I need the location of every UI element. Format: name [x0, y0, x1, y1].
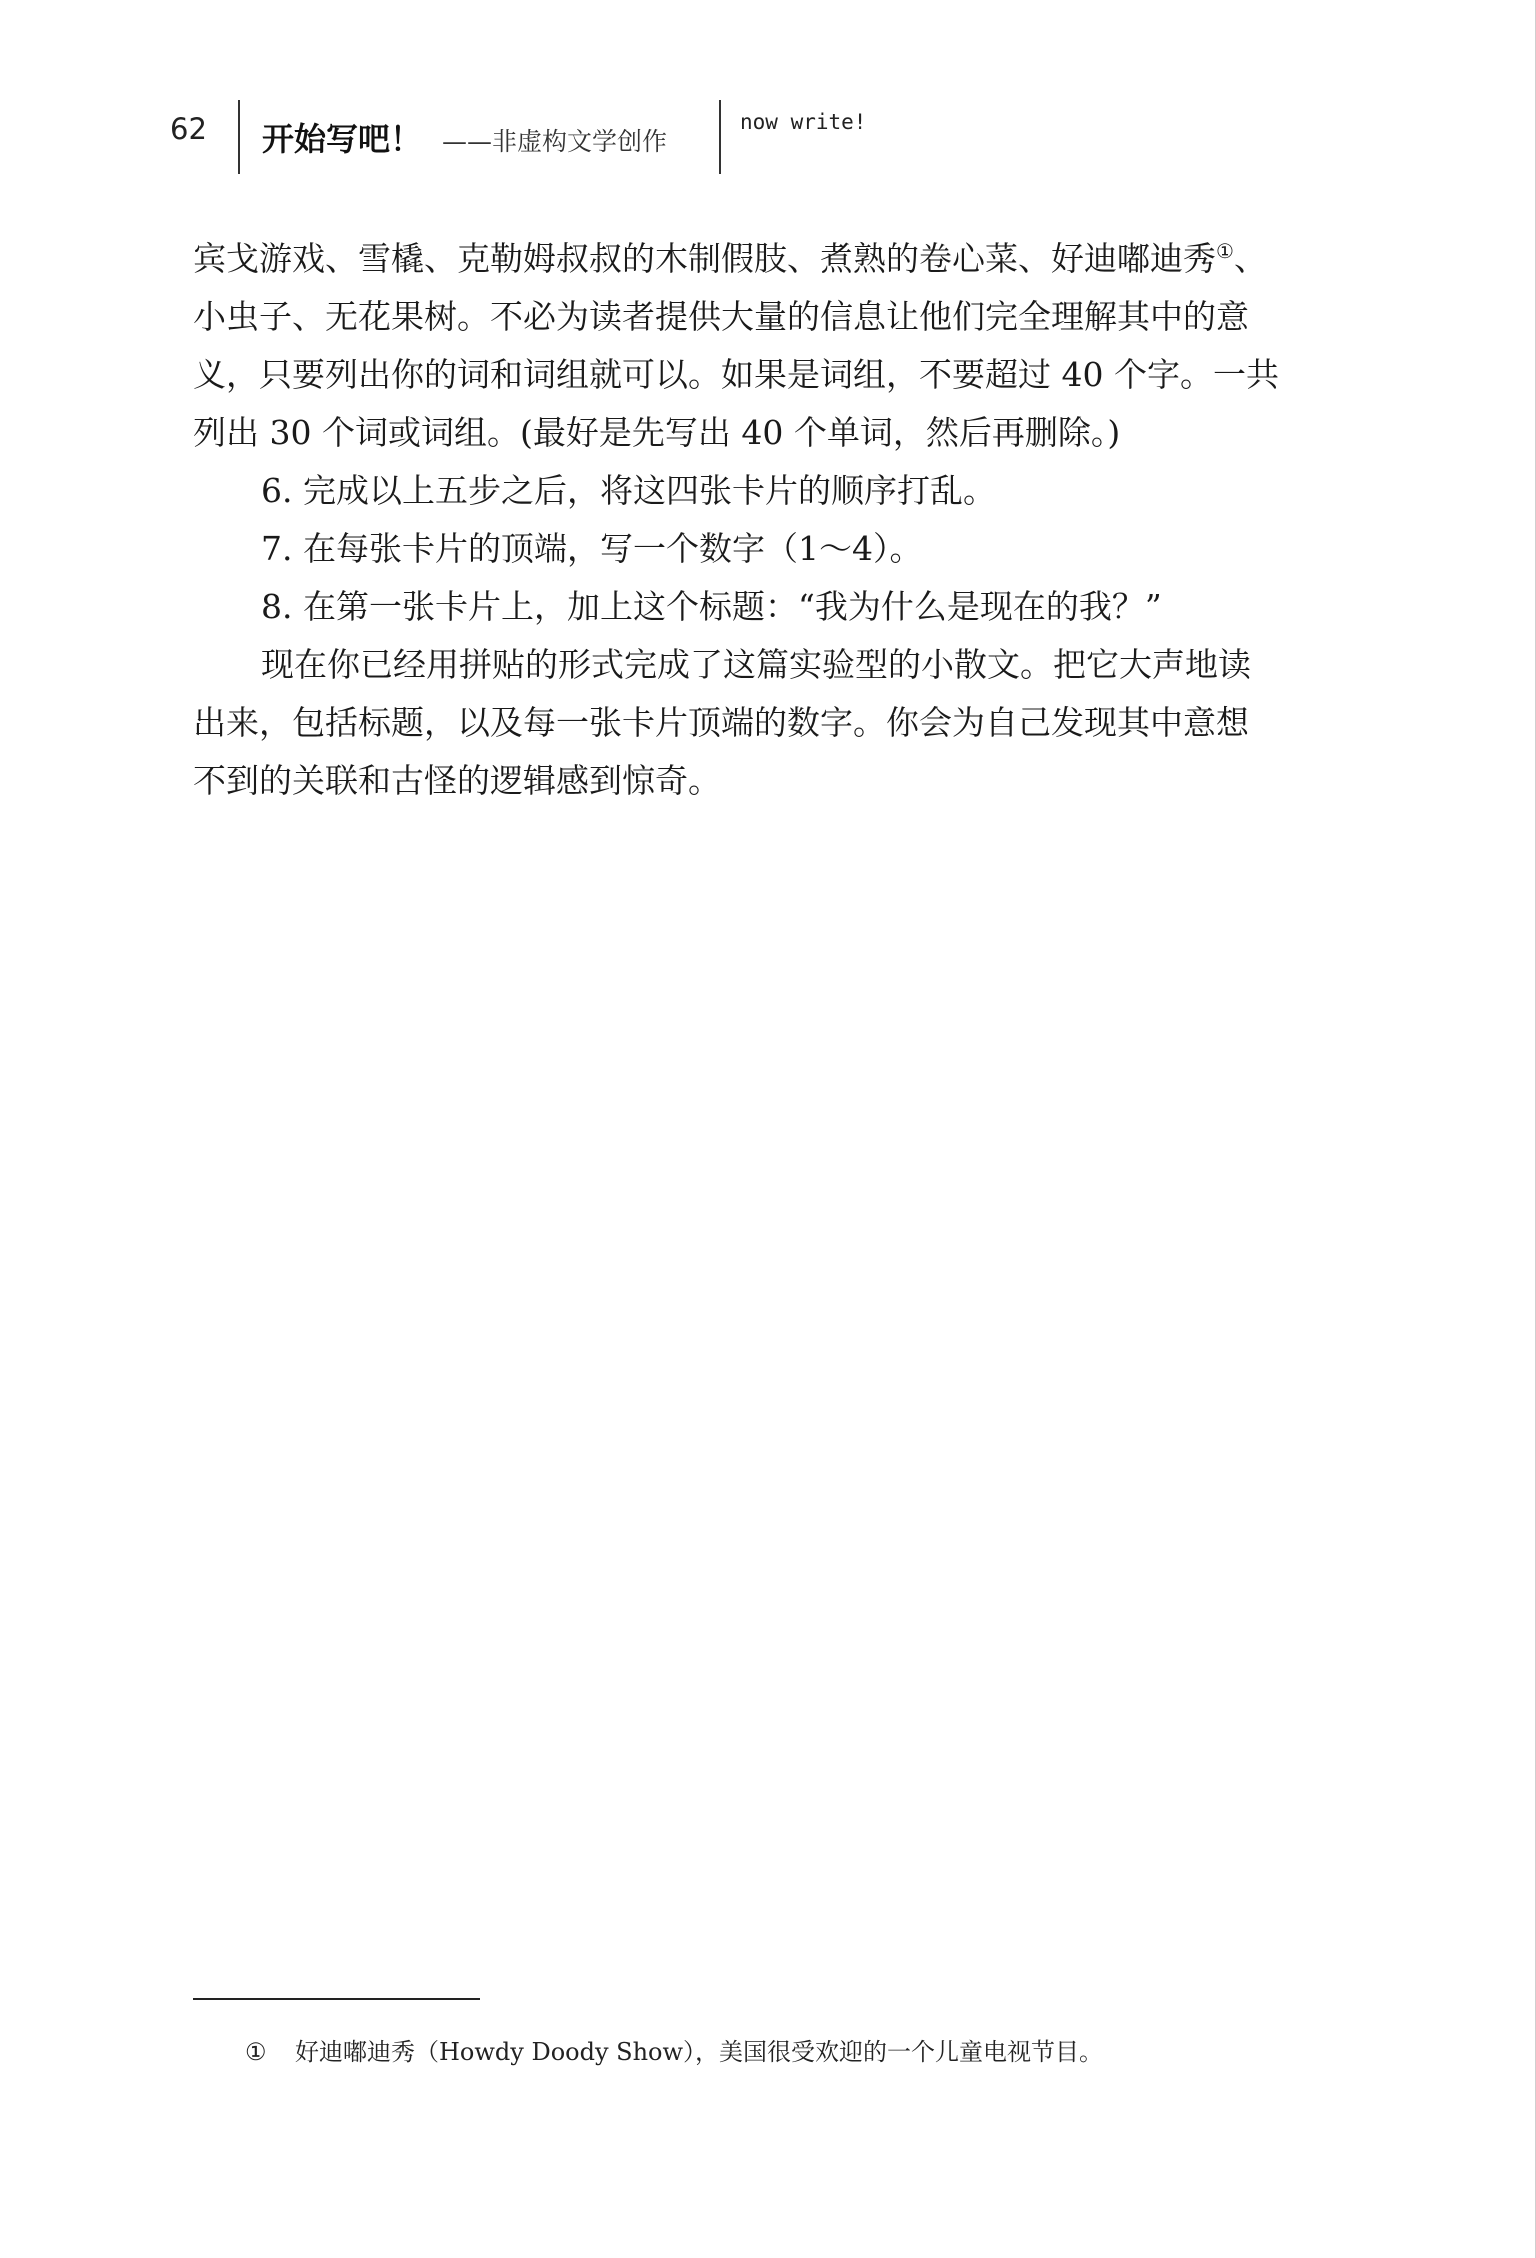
line-text: 、	[1233, 239, 1267, 278]
line-text: 宾戈游戏、雪橇、克勒姆叔叔的木制假肢、煮熟的卷心菜、好迪嘟迪秀	[193, 239, 1216, 278]
step-item: 7. 在每张卡片的顶端，写一个数字（1～4）。	[261, 529, 923, 568]
book-subtitle: ——非虚构文学创作	[442, 127, 668, 156]
series-name: now write!	[740, 110, 867, 134]
paragraph-line: 现在你已经用拼贴的形式完成了这篇实验型的小散文。把它大声地读	[261, 645, 1251, 684]
paragraph-line: 不到的关联和古怪的逻辑感到惊奇。	[193, 761, 721, 800]
footnote-reference: ①	[1216, 239, 1234, 263]
body-text	[193, 230, 1353, 810]
paragraph-line	[193, 230, 1353, 288]
paragraph-line: 出来，包括标题，以及每一张卡片顶端的数字。你会为自己发现其中意想	[193, 703, 1249, 742]
footnote-rule	[193, 1998, 480, 2000]
header-divider	[719, 100, 721, 174]
running-header	[0, 100, 1536, 180]
step-item: 8. 在第一张卡片上，加上这个标题：“我为什么是现在的我？”	[261, 587, 1162, 626]
header-divider	[238, 100, 240, 174]
footnote-marker: ①	[245, 2038, 267, 2066]
paragraph-line: 小虫子、无花果树。不必为读者提供大量的信息让他们完全理解其中的意	[193, 297, 1249, 336]
footnote-text: 好迪嘟迪秀（Howdy Doody Show），美国很受欢迎的一个儿童电视节目。	[295, 2038, 1104, 2066]
page-number: 62	[170, 112, 207, 146]
paragraph-line: 列出 30 个词或词组。(最好是先写出 40 个单词，然后再删除。)	[193, 413, 1121, 452]
footnote	[245, 2032, 1103, 2067]
paragraph-line: 义，只要列出你的词和词组就可以。如果是词组，不要超过 40 个字。一共	[193, 355, 1279, 394]
step-item: 6. 完成以上五步之后，将这四张卡片的顺序打乱。	[261, 471, 996, 510]
book-title: 开始写吧！	[262, 120, 423, 158]
